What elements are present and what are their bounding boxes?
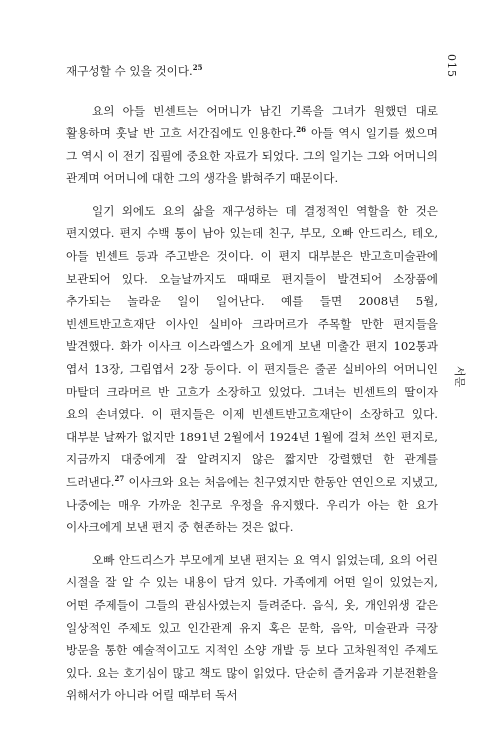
- footnote-marker-27: 27: [114, 474, 125, 484]
- paragraph-3: [66, 200, 438, 539]
- paragraph-3-text-a: 일기 외에도 요의 삶을 재구성하는 데 결정적인 역할을 한 것은 편지였다. 편지 수백 통이 남아 있는데 친구, 부모, 오빠 안드리스, 테오, 아들 빈센트 등과 주고받은 것이다. 이 편지 대부분은 반고흐미술관에 보관되어 있다. 오늘날까지도 때때로 편지들이 발견되어 소장품에 추가되는 놀라운 일이 일어난다. 예를 들면 2008년 5월, 빈센트반고흐재단 이사인 실비아 크라머르가 주목할 만한 편지들을 발견했다. 화가 이사크 이스라엘스가 요에게 보낸 미출간 편지 102통과 엽서 13장, 그림엽서 2장 등이다. 이 편지들은 줄곧 실비아의 어머니인 마탈더 크라머르 반 고흐가 소장하고 있었다. 그녀는 빈센트의 딸이자 요의 손녀였다. 이 편지들은 이제 빈센트반고흐재단이 소장하고 있다. 대부분 날짜가 없지만 1891년 2월에서 1924년 1월에 걸쳐 쓰인 편지로, 지금까지 대중에게 잘 알려지지 않은 짧지만 강렬했던 한 관계를 드러낸다.: [66, 203, 438, 489]
- paragraph-4: [66, 549, 438, 707]
- paragraph-2: [66, 100, 438, 190]
- paragraph-2-text-b: 아들 역시 일기를 썼으며 그 역시 이 전기 집필에 중요한 자료가 되었다. 그의 일기는 그와 어머니의 관계며 어머니에 대한 그의 생각을 밝혀주기 때문이다.: [66, 126, 438, 186]
- paragraph-1: [66, 60, 438, 83]
- paragraph-4-text: 오빠 안드리스가 부모에게 보낸 편지는 요 역시 읽었는데, 요의 어린 시절을 잘 알 수 있는 내용이 담겨 있다. 가족에게 어떤 일이 있었는지, 어떤 주제들이 그들의 관심사였는지 들려준다. 음식, 옷, 개인위생 같은 일상적인 주제도 있고 인간관계 유지 혹은 문학, 음악, 미술관과 극장 방문을 통한 예술적이고도 지적인 소양 개발 등 보다 고차원적인 주제도 있다. 요는 호기심이 많고 책도 많이 읽었다. 단순히 즐거움과 기분전환을 위해서가 아니라 어릴 때부터 독서: [66, 552, 438, 703]
- paragraph-3-text-b: 이사크와 요는 처음에는 친구였지만 한동안 연인으로 지냈고, 나중에는 매우 가까운 친구로 우정을 유지했다. 우리가 아는 한 요가 이사크에게 보낸 편지 중 현존하는 것은 없다.: [66, 475, 438, 535]
- footnote-marker-25: 25: [192, 63, 203, 73]
- footnote-marker-26: 26: [296, 125, 307, 135]
- paragraph-2-text-a: 요의 아들 빈센트는 어머니가 남긴 기록을 그녀가 원했던 대로 활용하며 훗날 반 고흐 서간집에도 인용한다.: [66, 103, 438, 141]
- running-head: 서문: [453, 366, 466, 388]
- page-number: 015: [445, 54, 458, 78]
- body-text: [66, 60, 438, 707]
- paragraph-1-text: 재구성할 수 있을 것이다.: [66, 64, 193, 78]
